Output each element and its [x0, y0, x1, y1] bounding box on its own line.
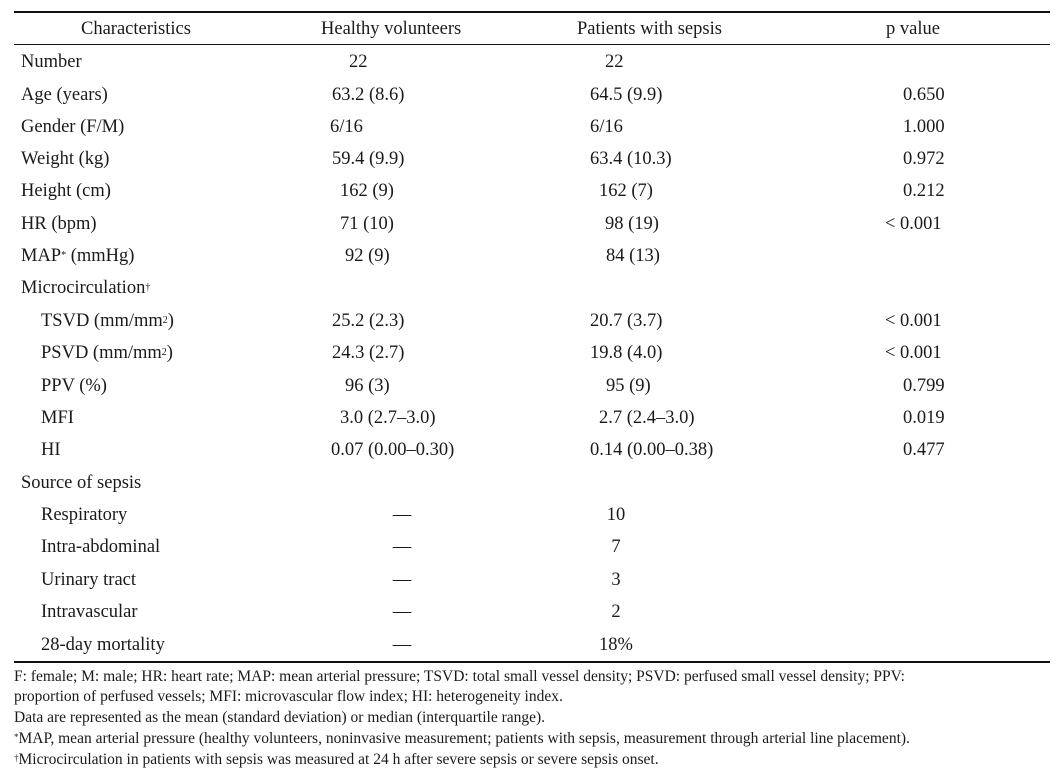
healthy-value: 71 (10) — [340, 214, 394, 234]
table-row-gender — [0, 116, 1060, 142]
footnote-abbreviations-line-2: proportion of perfused vessels; MFI: microvascular flow index; HI: heterogeneity index. — [14, 688, 563, 705]
healthy-value: 24.3 (2.7) — [332, 343, 405, 363]
sepsis-value: 10 — [606, 505, 626, 525]
row-label: Respiratory — [41, 505, 128, 525]
p-value: < 0.001 — [885, 343, 942, 363]
table-row-source-of-sepsis — [0, 472, 1060, 498]
row-label: Age (years) — [21, 85, 108, 105]
header-healthy-volunteers: Healthy volunteers — [321, 19, 462, 39]
p-value: 1.000 — [903, 117, 945, 137]
section-label: Microcirculation† — [21, 278, 151, 298]
row-label: TSVD $(mm/mm^2)$ — [41, 311, 174, 331]
header-patients-with-sepsis: Patients with sepsis — [577, 19, 722, 39]
p-value: 0.477 — [903, 440, 945, 460]
healthy-value: — — [392, 570, 412, 590]
sepsis-value: 64.5 (9.9) — [590, 85, 663, 105]
header-p-value: p value — [886, 19, 940, 39]
table-row-weight — [0, 148, 1060, 174]
healthy-value: 92 (9) — [345, 246, 390, 266]
sepsis-value: 19.8 (4.0) — [590, 343, 663, 363]
table-row-tsvd — [0, 310, 1060, 336]
healthy-value: 25.2 (2.3) — [332, 311, 405, 331]
healthy-value: 96 (3) — [345, 376, 390, 396]
sepsis-value: 3 — [611, 570, 621, 590]
table-row-height — [0, 180, 1060, 206]
table-top-rule — [14, 11, 1050, 13]
table-row-map — [0, 245, 1060, 271]
p-value: 0.799 — [903, 376, 945, 396]
table-row-intra-abdominal — [0, 536, 1060, 562]
p-value: < 0.001 — [885, 214, 942, 234]
header-characteristics: Characteristics — [81, 19, 191, 39]
table-row-respiratory — [0, 504, 1060, 530]
healthy-value: 162 (9) — [340, 181, 394, 201]
row-label: Urinary tract — [41, 570, 137, 590]
sepsis-value: 20.7 (3.7) — [590, 311, 663, 331]
row-label: Intravascular — [41, 602, 138, 622]
p-value: 0.019 — [903, 408, 945, 428]
table-row-number — [0, 51, 1060, 77]
table-row-intravascular — [0, 601, 1060, 627]
row-label: Height (cm) — [21, 181, 111, 201]
table-row-mfi — [0, 407, 1060, 433]
table-row-hr — [0, 213, 1060, 239]
row-label: Gender (F/M) — [21, 117, 125, 137]
sepsis-value: 6/16 — [590, 117, 623, 137]
healthy-value: — — [392, 635, 412, 655]
footnote-data-representation: Data are represented as the mean (standard deviation) or median (interquartile range). — [14, 709, 546, 726]
footnote-map: *MAP, mean arterial pressure (healthy volunteers, noninvasive measurement; patients with sepsis, measurement through arterial line placement). — [14, 730, 910, 747]
row-label: MFI — [41, 408, 74, 428]
p-value: 0.650 — [903, 85, 945, 105]
p-value: < 0.001 — [885, 311, 942, 331]
table-row-hi — [0, 439, 1060, 465]
table-row-psvd — [0, 342, 1060, 368]
healthy-value: 0.07 (0.00–0.30) — [331, 440, 455, 460]
footnote-abbreviations-line-1: F: female; M: male; HR: heart rate; MAP: mean arterial pressure; TSVD: total small vessel density; PSVD: perfused small vessel density; PPV: — [14, 668, 905, 685]
table-row-microcirculation — [0, 277, 1060, 303]
table-row-age — [0, 84, 1060, 110]
healthy-value: 22 — [349, 52, 368, 72]
table-bottom-rule — [14, 661, 1050, 663]
sepsis-value: 95 (9) — [606, 376, 651, 396]
sepsis-value: 2.7 (2.4–3.0) — [599, 408, 695, 428]
p-value: 0.212 — [903, 181, 945, 201]
section-label: Source of sepsis — [21, 473, 142, 493]
row-label: MAP* (mmHg) — [21, 246, 135, 266]
sepsis-value: 162 (7) — [599, 181, 653, 201]
row-label: Weight (kg) — [21, 149, 110, 169]
sepsis-value: 18% — [599, 635, 633, 655]
sepsis-value: 84 (13) — [606, 246, 660, 266]
row-label: HI — [41, 440, 61, 460]
footnote-microcirculation: †Microcirculation in patients with sepsis was measured at 24 h after severe sepsis or severe sepsis onset. — [14, 751, 659, 768]
healthy-value: — — [392, 505, 412, 525]
table-row-urinary-tract — [0, 569, 1060, 595]
row-label: Number — [21, 52, 82, 72]
sepsis-value: 63.4 (10.3) — [590, 149, 672, 169]
healthy-value: 63.2 (8.6) — [332, 85, 405, 105]
row-label: 28-day mortality — [41, 635, 165, 655]
sepsis-value: 22 — [605, 52, 624, 72]
row-label: PSVD $(mm/mm^2)$ — [41, 343, 173, 363]
row-label: HR (bpm) — [21, 214, 97, 234]
table-row-28-day-mortality — [0, 634, 1060, 660]
sepsis-value: 7 — [611, 537, 621, 557]
table-header-rule — [14, 44, 1050, 45]
sepsis-value: 2 — [611, 602, 621, 622]
healthy-value: 6/16 — [330, 117, 363, 137]
healthy-value: 3.0 (2.7–3.0) — [340, 408, 436, 428]
healthy-value: — — [392, 602, 412, 622]
sepsis-value: 0.14 (0.00–0.38) — [590, 440, 714, 460]
healthy-value: — — [392, 537, 412, 557]
healthy-value: 59.4 (9.9) — [332, 149, 405, 169]
row-label: Intra-abdominal — [41, 537, 161, 557]
p-value: 0.972 — [903, 149, 945, 169]
sepsis-value: 98 (19) — [605, 214, 659, 234]
table-row-ppv — [0, 375, 1060, 401]
row-label: PPV (%) — [41, 376, 107, 396]
